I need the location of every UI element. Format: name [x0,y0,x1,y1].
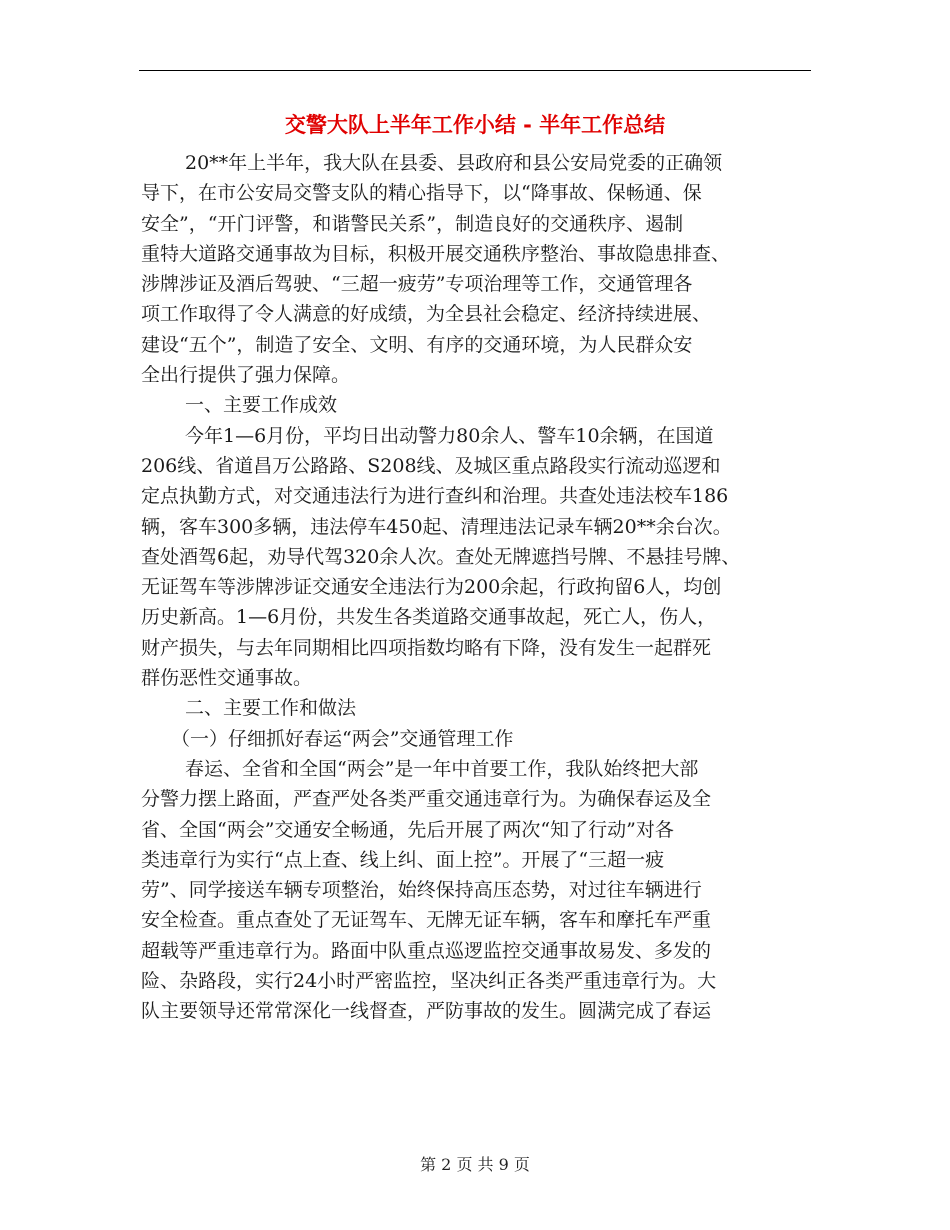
paragraph-line: 建设“五个”，制造了安全、文明、有序的交通环境，为人民群众安 [141,333,693,356]
subsection-heading: （一）仔细抓好春运“两会”交通管理工作 [171,727,514,750]
paragraph-line: 涉牌涉证及酒后驾驶、“三超一疲劳”专项治理等工作，交通管理各 [141,273,693,296]
paragraph-line: 劳”、同学接送车辆专项整治，始终保持高压态势，对过往车辆进行 [141,879,702,902]
paragraph-line: 安全检查。重点查处了无证驾车、无牌无证车辆，客车和摩托车严重 [141,909,712,932]
paragraph-line: 安全”，“开门评警，和谐警民关系”，制造良好的交通秩序、遏制 [141,212,684,235]
paragraph-line: 辆，客车300多辆，违法停车450起、清理违法记录车辆20**余台次。 [141,515,732,538]
paragraph-line: 项工作取得了令人满意的好成绩，为全县社会稳定、经济持续进展、 [141,303,712,326]
document-body [141,148,813,1027]
paragraph-line: 历史新高。1—6月份，共发生各类道路交通事故起，死亡人，伤人， [141,606,717,629]
paragraph-line: 查处酒驾6起，劝导代驾320余人次。查处无牌遮挡号牌、不悬挂号牌、 [141,545,741,568]
paragraph-line: 无证驾车等涉牌涉证交通安全违法行为200余起，行政拘留6人，均创 [141,576,722,599]
paragraph-line: 206线、省道昌万公路路、S208线、及城区重点路段实行流动巡逻和 [141,454,721,477]
paragraph-line: 财产损失，与去年同期相比四项指数均略有下降，没有发生一起群死 [141,636,712,659]
section-heading: 二、主要工作和做法 [185,697,357,720]
document-title: 交警大队上半年工作小结 - 半年工作总结 [284,113,666,137]
paragraph-line: 分警力摆上路面，严查严处各类严重交通违章行为。为确保春运及全 [141,788,712,811]
paragraph-line: 超载等严重违章行为。路面中队重点巡逻监控交通事故易发、多发的 [141,939,712,962]
paragraph-line: 全出行提供了强力保障。 [141,364,351,387]
paragraph-line: 20**年上半年，我大队在县委、县政府和县公安局党委的正确领 [185,152,723,174]
paragraph-line: 类违章行为实行“点上查、线上纠、面上控”。开展了“三超一疲 [141,848,665,871]
header-divider [139,70,811,71]
paragraph-line: 险、杂路段，实行24小时严密监控，坚决纠正各类严重违章行为。大 [141,970,717,993]
section-heading: 一、主要工作成效 [185,394,338,417]
paragraph-line: 重特大道路交通事故为目标，积极开展交通秩序整治、事故隐患排查、 [141,242,731,265]
paragraph-line: 今年1—6月份，平均日出动警力80余人、警车10余辆，在国道 [185,424,714,447]
page-number: 第 2 页 共 9 页 [420,1155,530,1174]
paragraph-line: 省、全国“两会”交通安全畅通，先后开展了两次“知了行动”对各 [141,818,674,841]
paragraph-line: 队主要领导还常常深化一线督查，严防事故的发生。圆满完成了春运 [141,1000,712,1023]
paragraph-line: 导下，在市公安局交警支队的精心指导下，以“降事故、保畅通、保 [141,182,702,205]
paragraph-line: 群伤恶性交通事故。 [141,667,313,690]
paragraph-line: 定点执勤方式，对交通违法行为进行查纠和治理。共查处违法校车186 [141,485,729,508]
paragraph-line: 春运、全省和全国“两会”是一年中首要工作，我队始终把大部 [185,757,699,780]
